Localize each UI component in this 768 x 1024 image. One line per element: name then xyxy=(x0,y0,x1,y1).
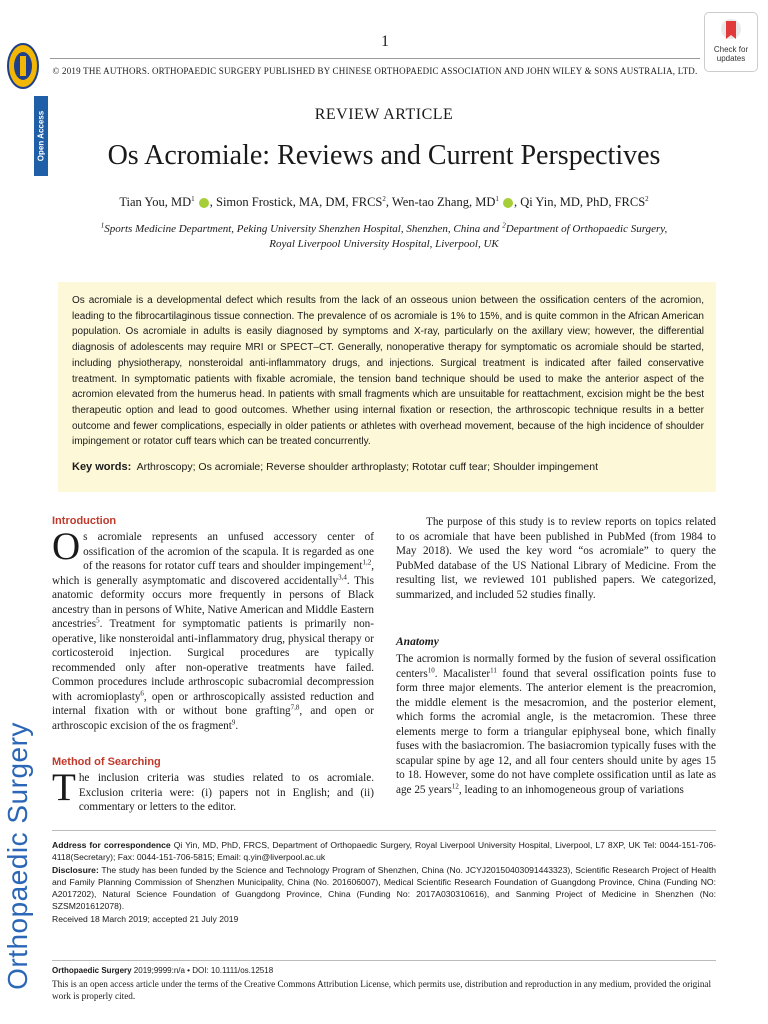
search-paragraph: The purpose of this study is to review reports on topics related to os acromiale that have been published in PubMed (from 1984 to May 2018). We used the key word “os acromiale” to query the PubMed database of the US National Library of Medicine. From the resulting list, we reviewed 101 published papers. We categorized, summarized, and included 52 studies finally. xyxy=(396,516,716,601)
author-affil-sup: 1 xyxy=(495,194,499,203)
affil-1: Sports Medicine Department, Peking University Shenzhen Hospital, Shenzhen, China and xyxy=(104,223,503,235)
author-name: Qi Yin, MD, PhD, FRCS xyxy=(520,195,646,209)
method-heading: Method of Searching xyxy=(52,756,161,768)
keywords-list: Arthroscopy; Os acromiale; Reverse shoulder arthroplasty; Rototar cuff tear; Shoulder impingement xyxy=(136,461,598,473)
anatomy-body: The acromion is normally formed by the fusion of several ossification centers$^{10}$. Macalister$^{11}$ found that several ossification points fuse to form three major elements. The anterior element is the preacromion, the middle element is the mesacromion, and the posterior element, which forms the acromial angle, is the metacromion. These three elements merge to form a triangular epiphyseal bone, which finally fuses with the basiacromion. The basiacromion typically fuses with the scapular spine by age 12, and all four centers should unite by ages 15 to 18. However, some do not have complete ossification until as late as age 25 years$^{12}$, leading to an inhomogeneous group of variations xyxy=(396,653,717,796)
copyright-line: © 2019 THE AUTHORS. ORTHOPAEDIC SURGERY PUBLISHED BY CHINESE ORTHOPAEDIC ASSOCIATION AND JOHN WILEY & SONS AUSTRALIA, LTD. xyxy=(52,66,698,76)
intro-dropcap: O xyxy=(52,525,81,568)
author-affil-sup: 1 xyxy=(191,194,195,203)
author-affil-sup: 2 xyxy=(382,194,386,203)
anatomy-heading: Anatomy xyxy=(396,636,439,648)
orcid-icon[interactable] xyxy=(199,198,209,208)
affil-2: Department of Orthopaedic Surgery, Royal Liverpool University Hospital, Liverpool, UK xyxy=(269,223,668,250)
keywords-label: Key words: xyxy=(72,461,132,473)
received-dates: Received 18 March 2019; accepted 21 July 2019 xyxy=(52,913,239,924)
author-name: Simon Frostick, MA, DM, FRCS xyxy=(216,195,383,209)
author-name: Tian You, MD xyxy=(119,195,192,209)
affil-sup-1: 1 xyxy=(100,221,105,230)
footnote-rule xyxy=(52,830,716,831)
correspondence-block: Address for correspondence Qi Yin, MD, PhD, FRCS, Department of Orthopaedic Surgery, Royal Liverpool University Hospital, Liverpool, L7 8XP, UK Tel: 0044-151-706-4118(Secretary); Fax: 0044-151-706-5815; Email: q.yin@liverpool.ac.uk Disclosure: The study has been funded by the Science and Technology Program of Shenzhen, China (No. JCYJ20150403091443323), Scientific Research Project of Health and Family Planning Commission of Shenzhen Municipality, China (No. 201606007), Medical Scientific Research Foundation of Guangdong Province, China (Funding NO: A2017202), Natural Science Foundation of Guangdong Province, China (Funding No: 2017A030310616), and Sanming Project of Medicine in Shenzhen (No: SZSM201612078). Received 18 March 2019; accepted 21 July 2019 xyxy=(52,840,716,924)
abstract-text: Os acromiale is a developmental defect which results from the lack of an osseous union between the ossification centers of the acromion, leading to the fibrocartilaginous tissue connection. The prevalence of os acromiale is 1% to 15%, and is quite common in the African American population. Os acromiale in adults is easily diagnosed by symptoms and X-ray, particularly on the axillary view; however, the differential diagnosis of adolescents may require MRI or SPECT–CT. Generally, nonoperative therapy for symptomatic os acromiale should be started, including physiotherapy, nonsteroidal anti-inflammatory drugs, and injections. Surgical treatment is indicated after failed conservative treatment. In symptomatic patients with fixable acromiale, the tension band technique should be used to make the anterior aspect of the acromion elevated from the humerus head. In patients with small fragments which are unsuitable for reattachment, excision might be the best therapeutic option and lead to good outcomes. Whether using internal fixation or resection, the arthroscopic technique results in a better outcome and fewer complications, especially in older patients or athletes with overhead movement, because of the high incidence of shoulder impingement or rotator cuff tears which can be treated concurrently. xyxy=(72,295,704,448)
page-number: 1 xyxy=(381,33,389,50)
author-affil-sup: 2 xyxy=(645,194,649,203)
keywords xyxy=(72,461,704,473)
check-for-updates-badge[interactable] xyxy=(704,12,758,72)
affil-sup-2: 2 xyxy=(502,221,506,230)
check-updates-label: Check for updates xyxy=(713,45,749,63)
article-type: REVIEW ARTICLE xyxy=(314,106,454,123)
journal-logo-crest xyxy=(6,40,40,92)
intro-body: Os acromiale represents an unfused accessory center of ossification of the acromion of the scapula. It is regarded as one of the reasons for rotator cuff tears and shoulder impingement$^{1,2}$, which is generally asymptomatic and discovered accidentally$^{3,4}$. This anatomic deformity occurs more frequently in persons of Black ancestry than in persons of White, Native American and Middle Eastern ancestries$^5$. Treatment for symptomatic patients is primarily non-operative, like nonsteroidal anti-inflammatory drug, physical therapy or corticosteroid injection. Surgical procedures are typically recommended only after non-operative treatments have failed. Common procedures include arthroscopic subacromial decompression with acromioplasty$^6$, open or arthroscopically assisted reduction and internal fixation with or without bone grafting$^{7,8}$, and open or arthroscopic excision of the os fragment$^9$. xyxy=(52,525,374,732)
open-access-tab: Open Access xyxy=(34,96,48,176)
author-name: Wen-tao Zhang, MD xyxy=(391,195,496,209)
intro-heading: Introduction xyxy=(52,515,117,527)
journal-name-vertical: Orthopaedic Surgery xyxy=(2,722,33,990)
license-text: This is an open access article under the terms of the Creative Commons Attribution License, which permits use, distribution and reproduction in any medium, provided the original work is properly cited. xyxy=(52,979,712,1001)
header-rule xyxy=(50,58,700,59)
author-list: Tian You, $MD^1$ , Simon Frostick, MA, DM, FRCS$^2$, Wen-tao Zhang, $MD^1$ , Qi Yin, MD, PhD, FRCS$^2$ xyxy=(119,194,649,209)
affiliations xyxy=(90,222,678,252)
footer-citation: Orthopaedic Surgery 2019;9999:n/a • DOI: 10.1111/os.12518 xyxy=(52,966,274,975)
footer-rule xyxy=(52,960,716,961)
method-body: The inclusion criteria was studies related to os acromiale. Exclusion criteria were: (i) papers not in English; and (ii) commentary or letters to the editor. xyxy=(52,766,374,813)
orcid-icon[interactable] xyxy=(503,198,513,208)
bookmark-icon xyxy=(720,18,742,44)
method-dropcap: T xyxy=(52,766,76,809)
article-title: Os Acromiale: Reviews and Current Perspectives xyxy=(107,140,661,171)
